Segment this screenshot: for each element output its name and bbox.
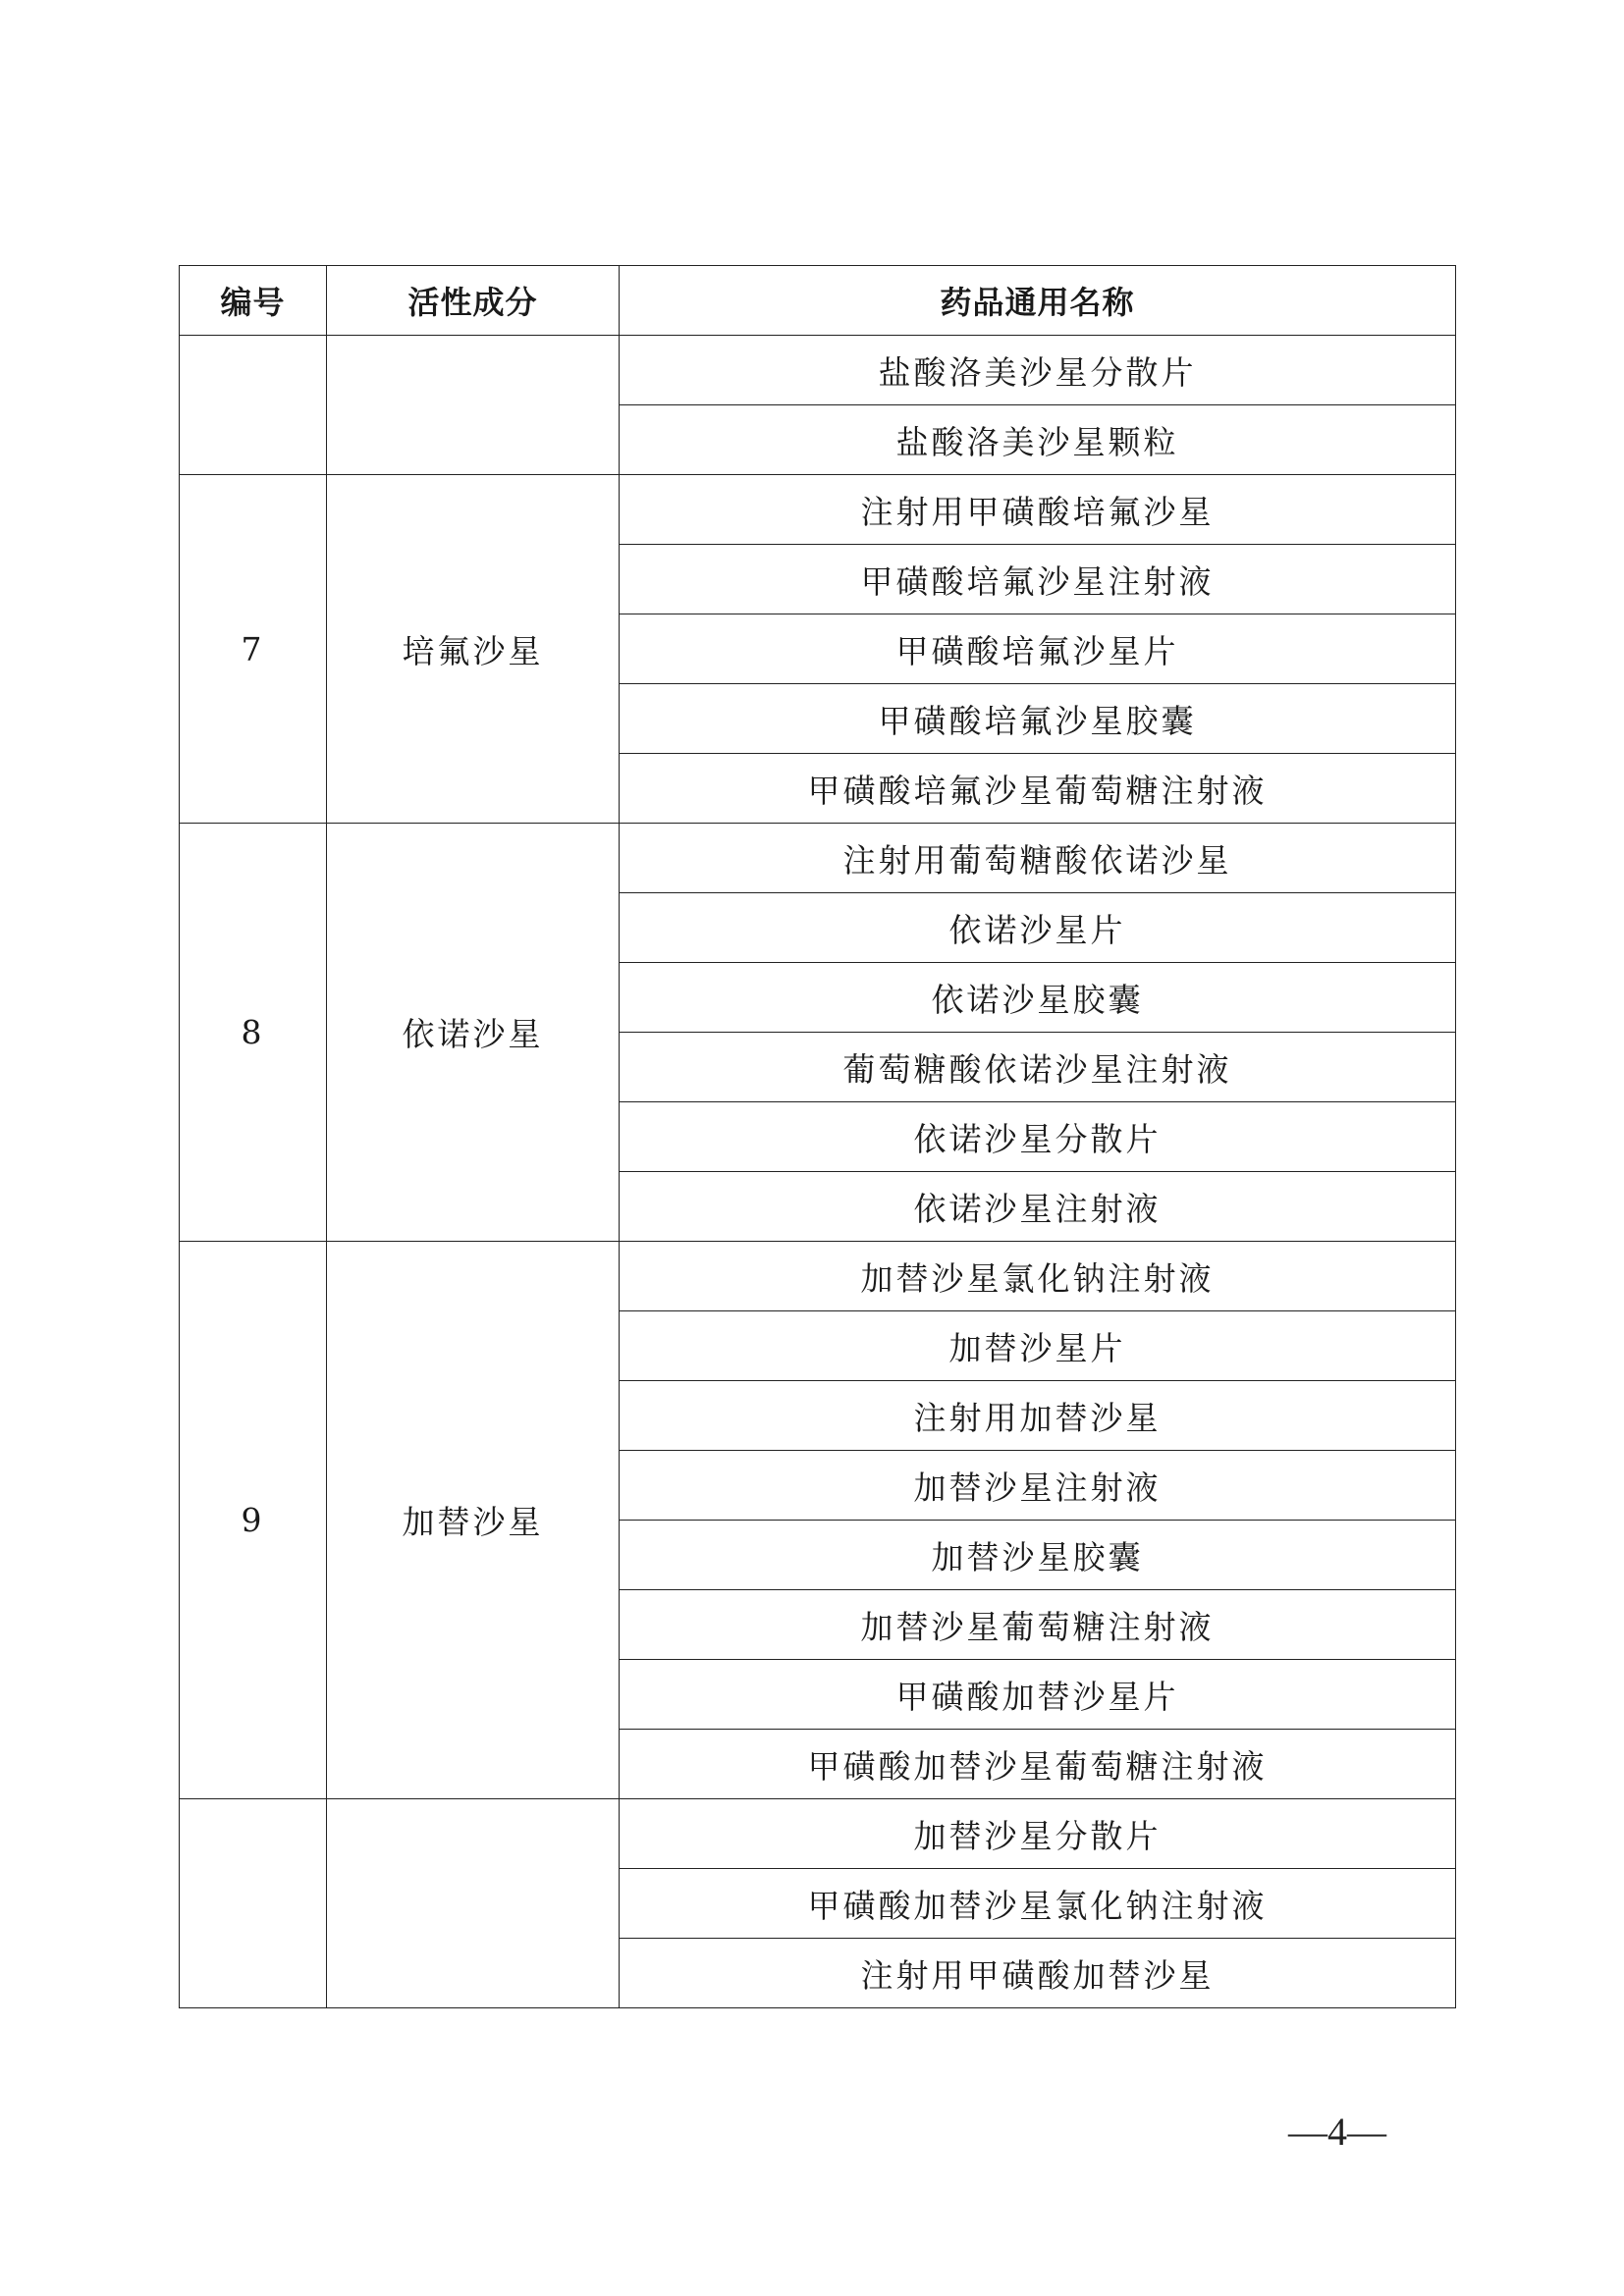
- active-ingredient: 依诺沙星: [327, 824, 620, 1242]
- drug-name: 加替沙星分散片: [620, 1799, 1456, 1869]
- drug-name: 甲磺酸培氟沙星胶囊: [620, 684, 1456, 754]
- group-number: 8: [180, 824, 327, 1242]
- group-number: [180, 336, 327, 475]
- drug-name: 葡萄糖酸依诺沙星注射液: [620, 1033, 1456, 1102]
- drug-name: 加替沙星片: [620, 1311, 1456, 1381]
- group-number: 9: [180, 1242, 327, 1799]
- drug-name: 注射用葡萄糖酸依诺沙星: [620, 824, 1456, 893]
- drug-name: 依诺沙星分散片: [620, 1102, 1456, 1172]
- drug-name: 加替沙星葡萄糖注射液: [620, 1590, 1456, 1660]
- drug-name: 甲磺酸培氟沙星注射液: [620, 545, 1456, 614]
- table-row: [180, 1242, 1456, 1311]
- drug-name: 甲磺酸加替沙星氯化钠注射液: [620, 1869, 1456, 1939]
- drug-name: 注射用甲磺酸培氟沙星: [620, 475, 1456, 545]
- header-number: 编号: [180, 266, 327, 336]
- active-ingredient: 培氟沙星: [327, 475, 620, 824]
- table-row: [180, 824, 1456, 893]
- drug-name: 依诺沙星注射液: [620, 1172, 1456, 1242]
- drug-table: [179, 265, 1456, 2008]
- header-active-ingredient: 活性成分: [327, 266, 620, 336]
- drug-name: 注射用加替沙星: [620, 1381, 1456, 1451]
- table-body: [180, 336, 1456, 2008]
- drug-name: 甲磺酸培氟沙星片: [620, 614, 1456, 684]
- drug-name: 依诺沙星片: [620, 893, 1456, 963]
- table-row: [180, 1799, 1456, 1869]
- drug-name: 甲磺酸加替沙星葡萄糖注射液: [620, 1730, 1456, 1799]
- drug-name: 加替沙星氯化钠注射液: [620, 1242, 1456, 1311]
- table-header-row: [180, 266, 1456, 336]
- active-ingredient: [327, 1799, 620, 2008]
- header-drug-name: 药品通用名称: [620, 266, 1456, 336]
- group-number: 7: [180, 475, 327, 824]
- drug-name: 注射用甲磺酸加替沙星: [620, 1939, 1456, 2008]
- drug-name: 甲磺酸加替沙星片: [620, 1660, 1456, 1730]
- table-row: [180, 475, 1456, 545]
- drug-name: 甲磺酸培氟沙星葡萄糖注射液: [620, 754, 1456, 824]
- drug-name: 盐酸洛美沙星分散片: [620, 336, 1456, 405]
- drug-name: 加替沙星胶囊: [620, 1521, 1456, 1590]
- drug-name: 盐酸洛美沙星颗粒: [620, 405, 1456, 475]
- table-row: [180, 336, 1456, 405]
- active-ingredient: [327, 336, 620, 475]
- page-number: —4—: [1288, 2109, 1386, 2154]
- drug-name: 加替沙星注射液: [620, 1451, 1456, 1521]
- group-number: [180, 1799, 327, 2008]
- active-ingredient: 加替沙星: [327, 1242, 620, 1799]
- drug-name: 依诺沙星胶囊: [620, 963, 1456, 1033]
